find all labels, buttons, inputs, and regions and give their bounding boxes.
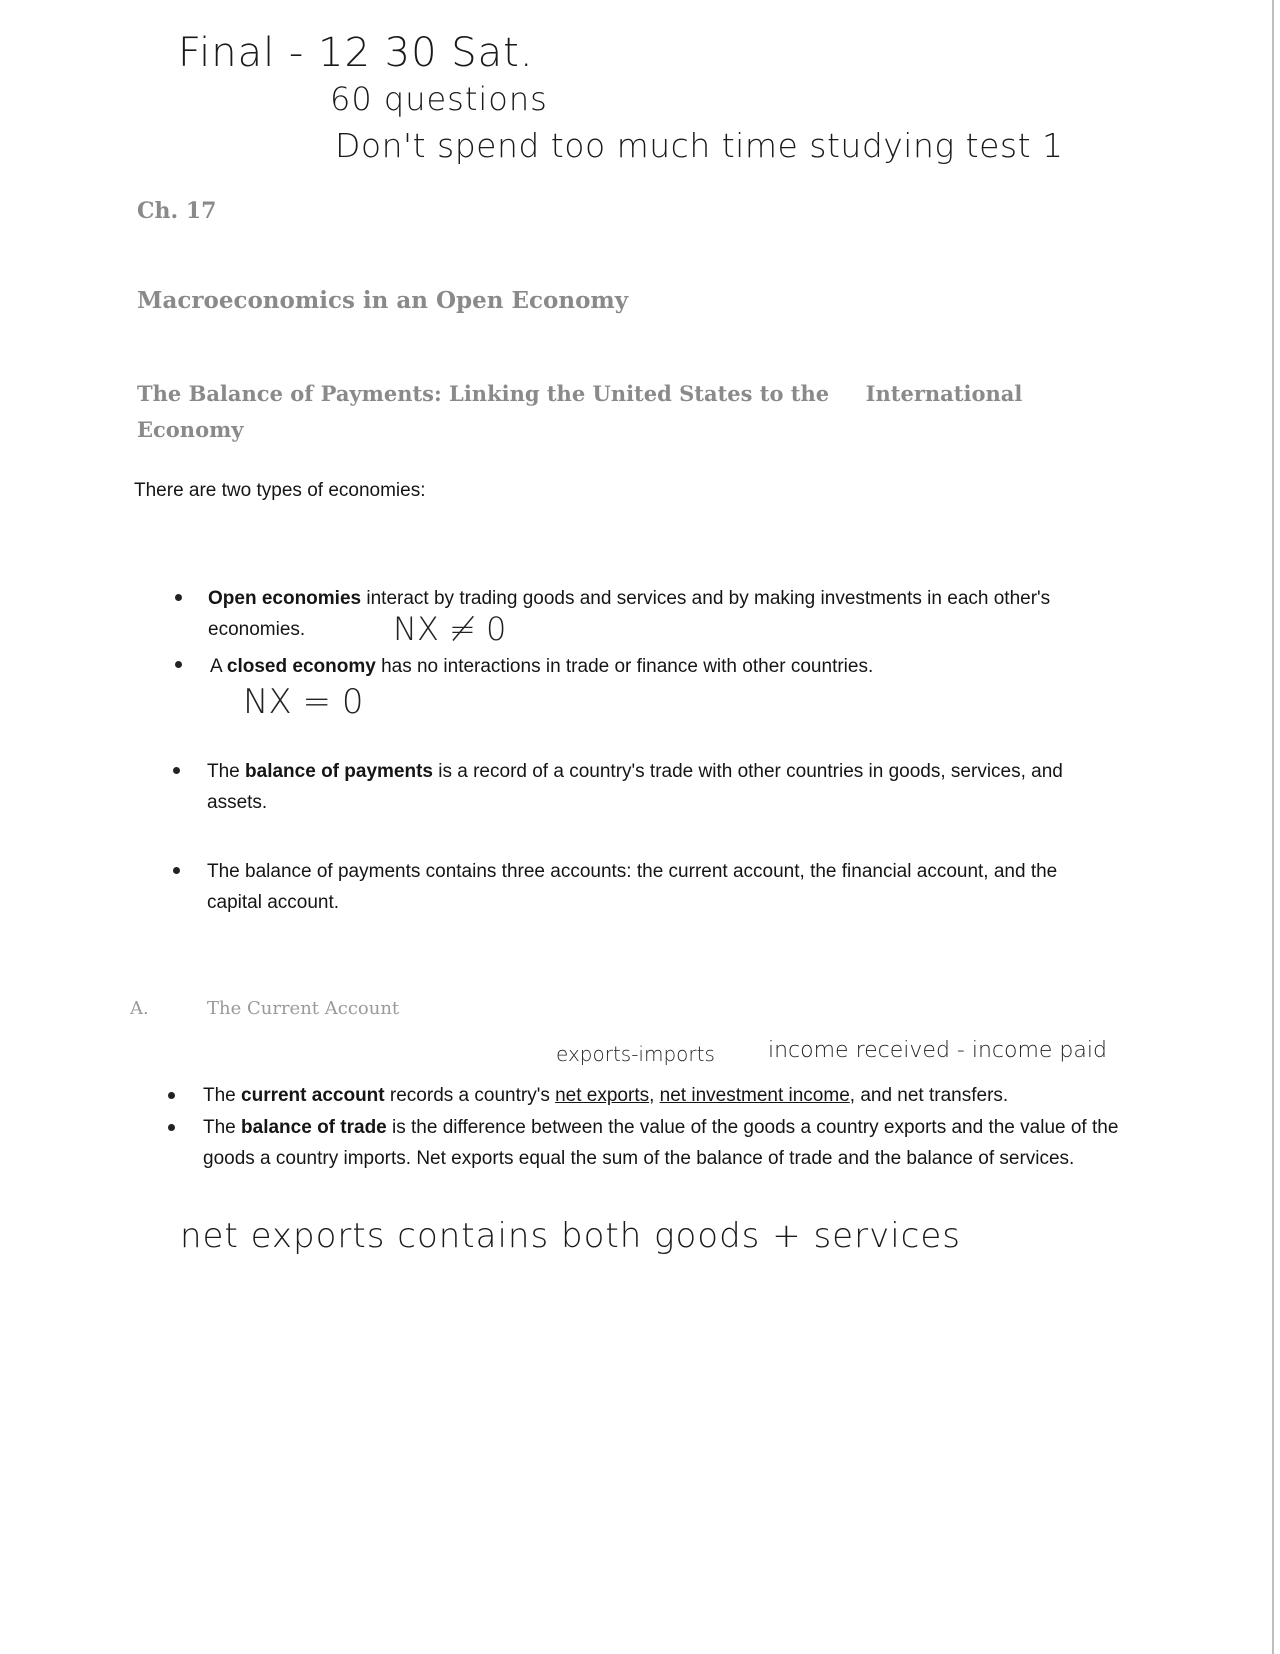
intro-text: There are two types of economies: [134, 480, 426, 501]
handwritten-final-date: Final - 12 30 Sat. [178, 30, 534, 76]
underlined-net-investment-income: net investment income [659, 1085, 850, 1106]
bullet-text: is the difference between the value of the goods a country exports and the value of the goods a country imports. Net exports equal the sum of the balance of trade and the balance of services. [203, 1117, 1119, 1169]
bullet-three-accounts [207, 856, 1117, 918]
bullet-text: The balance of payments contains three accounts: the current account, the financial account, and the capital account. [207, 861, 1058, 913]
term-closed-economy: closed economy [226, 656, 376, 677]
subsection-letter: A. [130, 998, 149, 1019]
separator: , [649, 1085, 660, 1106]
term-current-account: current account [241, 1085, 385, 1106]
bullet-prefix: A [210, 656, 227, 677]
handwritten-income-note: income received - income paid [768, 1038, 1107, 1063]
handwritten-nx-zero: NX = 0 [243, 682, 364, 722]
section-title-line1: The Balance of Payments: Linking the United States to the International [137, 381, 1023, 406]
subsection-title: The Current Account [207, 998, 400, 1019]
bullet-prefix: The [203, 1085, 242, 1106]
handwritten-study-tip: Don't spend too much time studying test 1 [335, 126, 1064, 165]
bullet-balance-of-trade [203, 1112, 1123, 1174]
bullet-text: records a country's [384, 1085, 556, 1106]
bullet-dot [175, 594, 182, 601]
term-balance-of-payments: balance of payments [245, 761, 433, 782]
handwritten-exports-imports: exports-imports [556, 1042, 715, 1066]
bullet-closed-economy [210, 651, 1120, 682]
section-title-line2: Economy [137, 417, 244, 442]
bullet-prefix: The [207, 761, 246, 782]
term-balance-of-trade: balance of trade [241, 1117, 387, 1138]
bullet-dot [173, 867, 180, 874]
bullet-dot [168, 1092, 175, 1099]
term-open-economies: Open economies [208, 588, 362, 609]
bullet-dot [175, 661, 182, 668]
underlined-net-exports: net exports [555, 1085, 650, 1106]
bullet-text: has no interactions in trade or finance with other countries. [375, 656, 874, 677]
scan-edge-line [1272, 0, 1274, 1654]
handwritten-question-count: 60 questions [330, 80, 548, 118]
chapter-label: Ch. 17 [137, 198, 217, 224]
bullet-text: is a record of a country's trade with other countries in goods, services, and assets. [207, 761, 1063, 813]
bullet-current-account [203, 1080, 1123, 1111]
bullet-prefix: The [203, 1117, 242, 1138]
bullet-dot [168, 1124, 175, 1131]
bullet-open-economies [208, 583, 1118, 645]
handwritten-nx-not-zero: NX ≠ 0 [393, 610, 507, 648]
bullet-dot [173, 767, 180, 774]
handwritten-net-exports-note: net exports contains both goods + services [180, 1216, 961, 1256]
bullet-balance-of-payments [207, 756, 1117, 818]
bullet-text: interact by trading goods and services and by making investments in each other's economies. [208, 588, 1051, 640]
chapter-title: Macroeconomics in an Open Economy [137, 287, 629, 314]
bullet-text: , and net transfers. [849, 1085, 1009, 1106]
